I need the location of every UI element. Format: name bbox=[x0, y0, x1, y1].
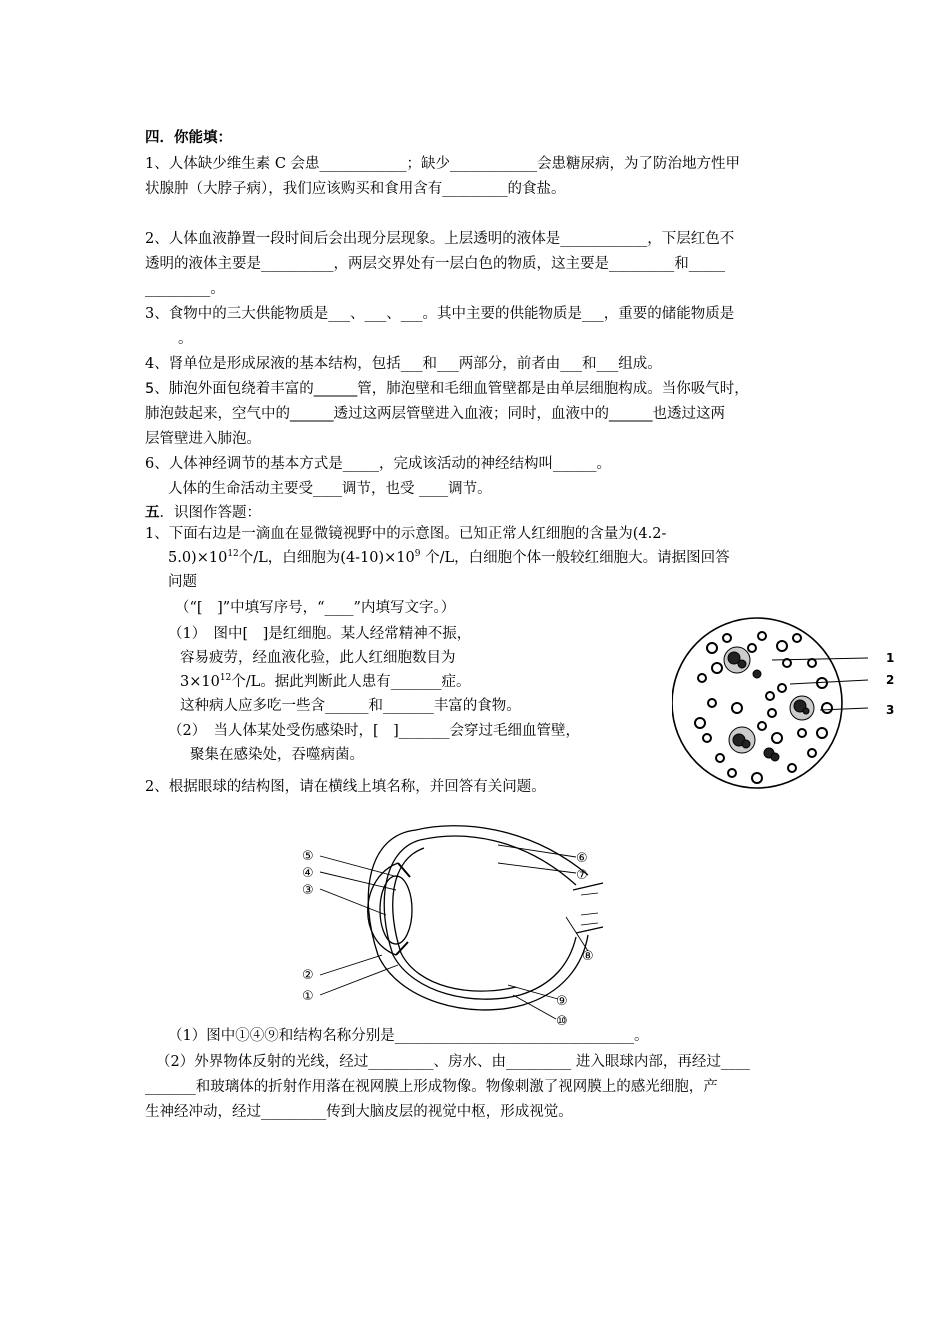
red-blood-cell bbox=[707, 643, 717, 653]
red-blood-cell bbox=[748, 644, 756, 652]
p2-sub2-line-2: _______和玻璃体的折射作用落在视网膜上形成物像。物像刺激了视网膜上的感光细胞，产 bbox=[145, 1079, 718, 1095]
q4: 4、肾单位是形成尿液的基本结构，包括___和___两部分，前者由___和___组成。 bbox=[145, 356, 662, 372]
p1-note: （“[ ]”中填写序号，“____”内填写文字。） bbox=[175, 600, 456, 616]
p1-sub1-line-1: （1） 图中[ ]是红细胞。某人经常精神不振， bbox=[168, 626, 472, 642]
p1-line-3: 问题 bbox=[168, 574, 197, 590]
red-blood-cell bbox=[708, 699, 716, 707]
p1-sub1-line-4: 这种病人应多吃一些含______和_______丰富的食物。 bbox=[180, 698, 521, 714]
p1-sub1-line-3: $3\times 10^{12}$个/L。据此判断此人患有_______症。 bbox=[180, 673, 471, 690]
eye-label-10: ⑩ bbox=[556, 1014, 568, 1029]
red-blood-cell bbox=[788, 764, 796, 772]
q5-line-2: 肺泡鼓起来，空气中的______透过这两层管壁进入血液；同时，血液中的______也透过这两 bbox=[145, 406, 725, 422]
p2: 2、根据眼球的结构图，请在横线上填名称，并回答有关问题。 bbox=[145, 779, 546, 795]
q2-line-1: 2、人体血液静置一段时间后会出现分层现象。上层透明的液体是____________，下层红色不 bbox=[145, 231, 735, 247]
red-blood-cell bbox=[768, 709, 776, 717]
section-5-heading-rest: ．识图作答题： bbox=[159, 505, 261, 521]
eye-leader-lines bbox=[320, 845, 588, 1019]
eye-label-5: ⑤ bbox=[302, 849, 314, 864]
blood-label-2: 2 bbox=[886, 673, 895, 687]
p1-sub1-line-2: 容易疲劳，经血液化验，此人红细胞数目为 bbox=[180, 650, 456, 666]
p1-sub2-line-1: （2） 当人体某处受伤感染时，[ ]_______会穿过毛细血管壁， bbox=[168, 723, 581, 739]
eye-label-1: ① bbox=[302, 989, 314, 1004]
q1-line-2: 状腺肿（大脖子病），我们应该购买和食用含有_________的食盐。 bbox=[145, 181, 566, 197]
red-blood-cell bbox=[703, 734, 711, 742]
section-5-heading: 五．识图作答题： bbox=[145, 504, 261, 521]
q3-line-2: 。 bbox=[178, 331, 193, 347]
red-blood-cell bbox=[808, 749, 816, 757]
p1-line-2: $5.0)\times 10^{12}$个/L，白细胞为$(4-10)\times 10^9$ 个/L，白细胞个体一般较红细胞大。请据图回答 bbox=[168, 549, 730, 566]
eye-label-4: ④ bbox=[302, 866, 314, 881]
blood-smear-figure bbox=[672, 608, 912, 798]
red-blood-cell bbox=[732, 703, 742, 713]
eye-structure-figure bbox=[298, 815, 618, 1030]
q5-line-3: 层管壁进入肺泡。 bbox=[145, 431, 261, 447]
red-blood-cell bbox=[728, 769, 736, 777]
red-blood-cell bbox=[695, 718, 705, 728]
red-blood-cell bbox=[798, 729, 806, 737]
eye-label-7: ⑦ bbox=[576, 868, 588, 883]
q6-line-2: 人体的生命活动主要受____调节，也受 ____调节。 bbox=[168, 481, 492, 497]
eye-label-2: ② bbox=[302, 968, 314, 983]
q3-line-1: 3、食物中的三大供能物质是___、___、___。其中主要的供能物质是___，重要的储能物质是 bbox=[145, 306, 735, 322]
p1-sub2-line-2: 聚集在感染处，吞噬病菌。 bbox=[190, 747, 364, 763]
q5-line-1: 5、肺泡外面包绕着丰富的______管，肺泡壁和毛细血管壁都是由单层细胞构成。当你吸气时， bbox=[145, 381, 749, 397]
red-blood-cell bbox=[758, 722, 766, 730]
p2-sub2-line-3: 生神经冲动，经过_________传到大脑皮层的视觉中枢，形成视觉。 bbox=[145, 1104, 573, 1120]
red-blood-cell bbox=[778, 684, 786, 692]
q2-line-2: 透明的液体主要是__________，两层交界处有一层白色的物质，这主要是_________和_____ bbox=[145, 256, 725, 272]
red-blood-cell bbox=[808, 659, 816, 667]
eye-label-6: ⑥ bbox=[576, 851, 588, 866]
red-blood-cell bbox=[758, 632, 766, 640]
q6-line-1: 6、人体神经调节的基本方式是_____，完成该活动的神经结构叫______。 bbox=[145, 456, 611, 472]
blood-label-1: 1 bbox=[886, 651, 895, 665]
p2-sub2-line-1: （2）外界物体反射的光线，经过_________、房水、由_________ 进入眼球内部，再经过____ bbox=[156, 1054, 750, 1070]
q1-line-1: 1、人体缺少维生素 C 会患____________；缺少____________会患糖尿病，为了防治地方性甲 bbox=[145, 156, 741, 172]
red-blood-cell bbox=[777, 641, 787, 651]
red-blood-cell bbox=[698, 674, 706, 682]
eye-label-8: ⑧ bbox=[582, 949, 594, 964]
eye-label-9: ⑨ bbox=[556, 994, 568, 1009]
red-blood-cell bbox=[723, 634, 731, 642]
red-blood-cell bbox=[822, 703, 832, 713]
red-blood-cell bbox=[793, 634, 801, 642]
blood-label-3: 3 bbox=[886, 703, 895, 717]
eye-label-3: ③ bbox=[302, 883, 314, 898]
red-blood-cell bbox=[772, 733, 782, 743]
p2-sub1: （1）图中①④⑨和结构名称分别是_________________________________。 bbox=[168, 1028, 649, 1044]
p1-line-1: 1、下面右边是一滴血在显微镜视野中的示意图。已知正常人红细胞的含量为(4.2- bbox=[145, 526, 667, 542]
red-blood-cell bbox=[752, 773, 762, 783]
section-4-heading: 四．你能填： bbox=[145, 130, 232, 146]
red-blood-cell bbox=[766, 692, 774, 700]
red-blood-cell bbox=[817, 728, 827, 738]
q2-line-3: _________。 bbox=[145, 281, 225, 297]
red-blood-cell bbox=[712, 663, 722, 673]
red-blood-cell bbox=[716, 754, 724, 762]
